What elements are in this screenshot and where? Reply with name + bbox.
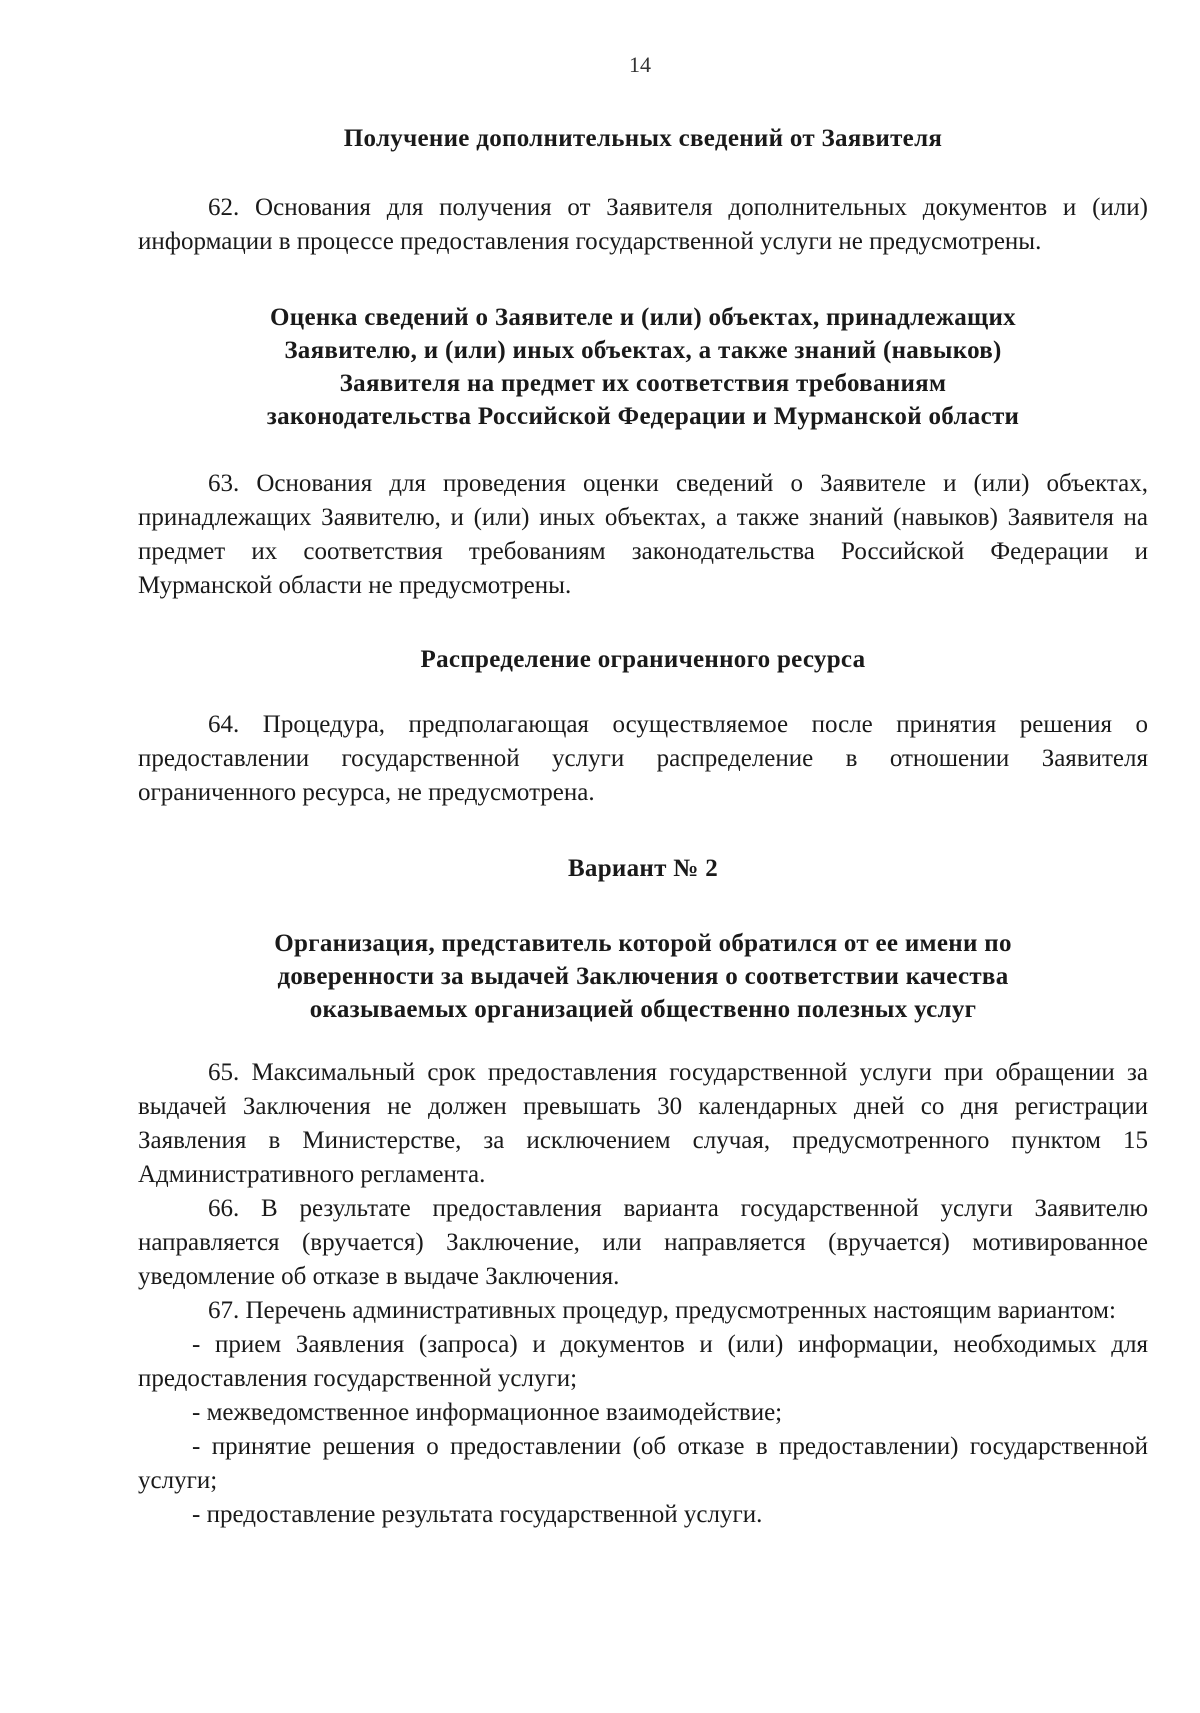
section-heading-organization bbox=[138, 927, 1148, 1026]
heading-line: Оценка сведений о Заявителе и (или) объектах, принадлежащих bbox=[270, 304, 1016, 331]
list-item: - прием Заявления (запроса) и документов и (или) информации, необходимых для предоставления государственной услуги; bbox=[138, 1331, 1148, 1392]
list-item: - межведомственное информационное взаимодействие; bbox=[192, 1399, 783, 1426]
heading-line: Заявителя на предмет их соответствия требованиям bbox=[339, 370, 947, 397]
paragraph-66: 66. В результате предоставления варианта государственной услуги Заявителю направляется (вручается) Заключение, или направляется (вручается) мотивированное уведомление об отказе в выдаче Заключения. bbox=[138, 1195, 1148, 1290]
paragraph-64: 64. Процедура, предполагающая осуществляемое после принятия решения о предоставлении государственной услуги распределение в отношении Заявителя ограниченного ресурса, не предусмотрена. bbox=[138, 711, 1148, 806]
section-heading-additional-info: Получение дополнительных сведений от Заявителя bbox=[343, 125, 943, 152]
document-body bbox=[138, 122, 1148, 1532]
heading-line: оказываемых организацией общественно полезных услуг bbox=[309, 996, 977, 1023]
page-number: 14 bbox=[629, 52, 651, 77]
paragraph-63: 63. Основания для проведения оценки сведений о Заявителе и (или) объектах, принадлежащих Заявителю, и (или) иных объектах, а также знаний (навыков) Заявителя на предмет их соответствия требованиям законодательства Российской Федерации и Мурманской области не предусмотрены. bbox=[138, 470, 1148, 599]
heading-line: законодательства Российской Федерации и Мурманской области bbox=[266, 403, 1020, 430]
section-heading-limited-resource: Распределение ограниченного ресурса bbox=[420, 646, 866, 673]
heading-line: Организация, представитель которой обратился от ее имени по bbox=[274, 930, 1012, 957]
section-heading-assessment bbox=[138, 301, 1148, 433]
list-item: - предоставление результата государственной услуги. bbox=[192, 1501, 763, 1528]
paragraph-67: 67. Перечень административных процедур, предусмотренных настоящим вариантом: bbox=[208, 1297, 1116, 1324]
heading-line: доверенности за выдачей Заключения о соответствии качества bbox=[277, 963, 1009, 990]
list-item: - принятие решения о предоставлении (об отказе в предоставлении) государственной услуги; bbox=[138, 1433, 1148, 1494]
paragraph-65: 65. Максимальный срок предоставления государственной услуги при обращении за выдачей Заключения не должен превышать 30 календарных дней со дня регистрации Заявления в Министерстве, за исключением случая, предусмотренного пунктом 15 Административного регламента. bbox=[138, 1059, 1148, 1188]
heading-line: Заявителю, и (или) иных объектах, а также знаний (навыков) bbox=[284, 337, 1002, 364]
section-heading-variant-2: Вариант № 2 bbox=[567, 855, 719, 882]
paragraph-62: 62. Основания для получения от Заявителя дополнительных документов и (или) информации в процессе предоставления государственной услуги не предусмотрены. bbox=[138, 194, 1148, 255]
